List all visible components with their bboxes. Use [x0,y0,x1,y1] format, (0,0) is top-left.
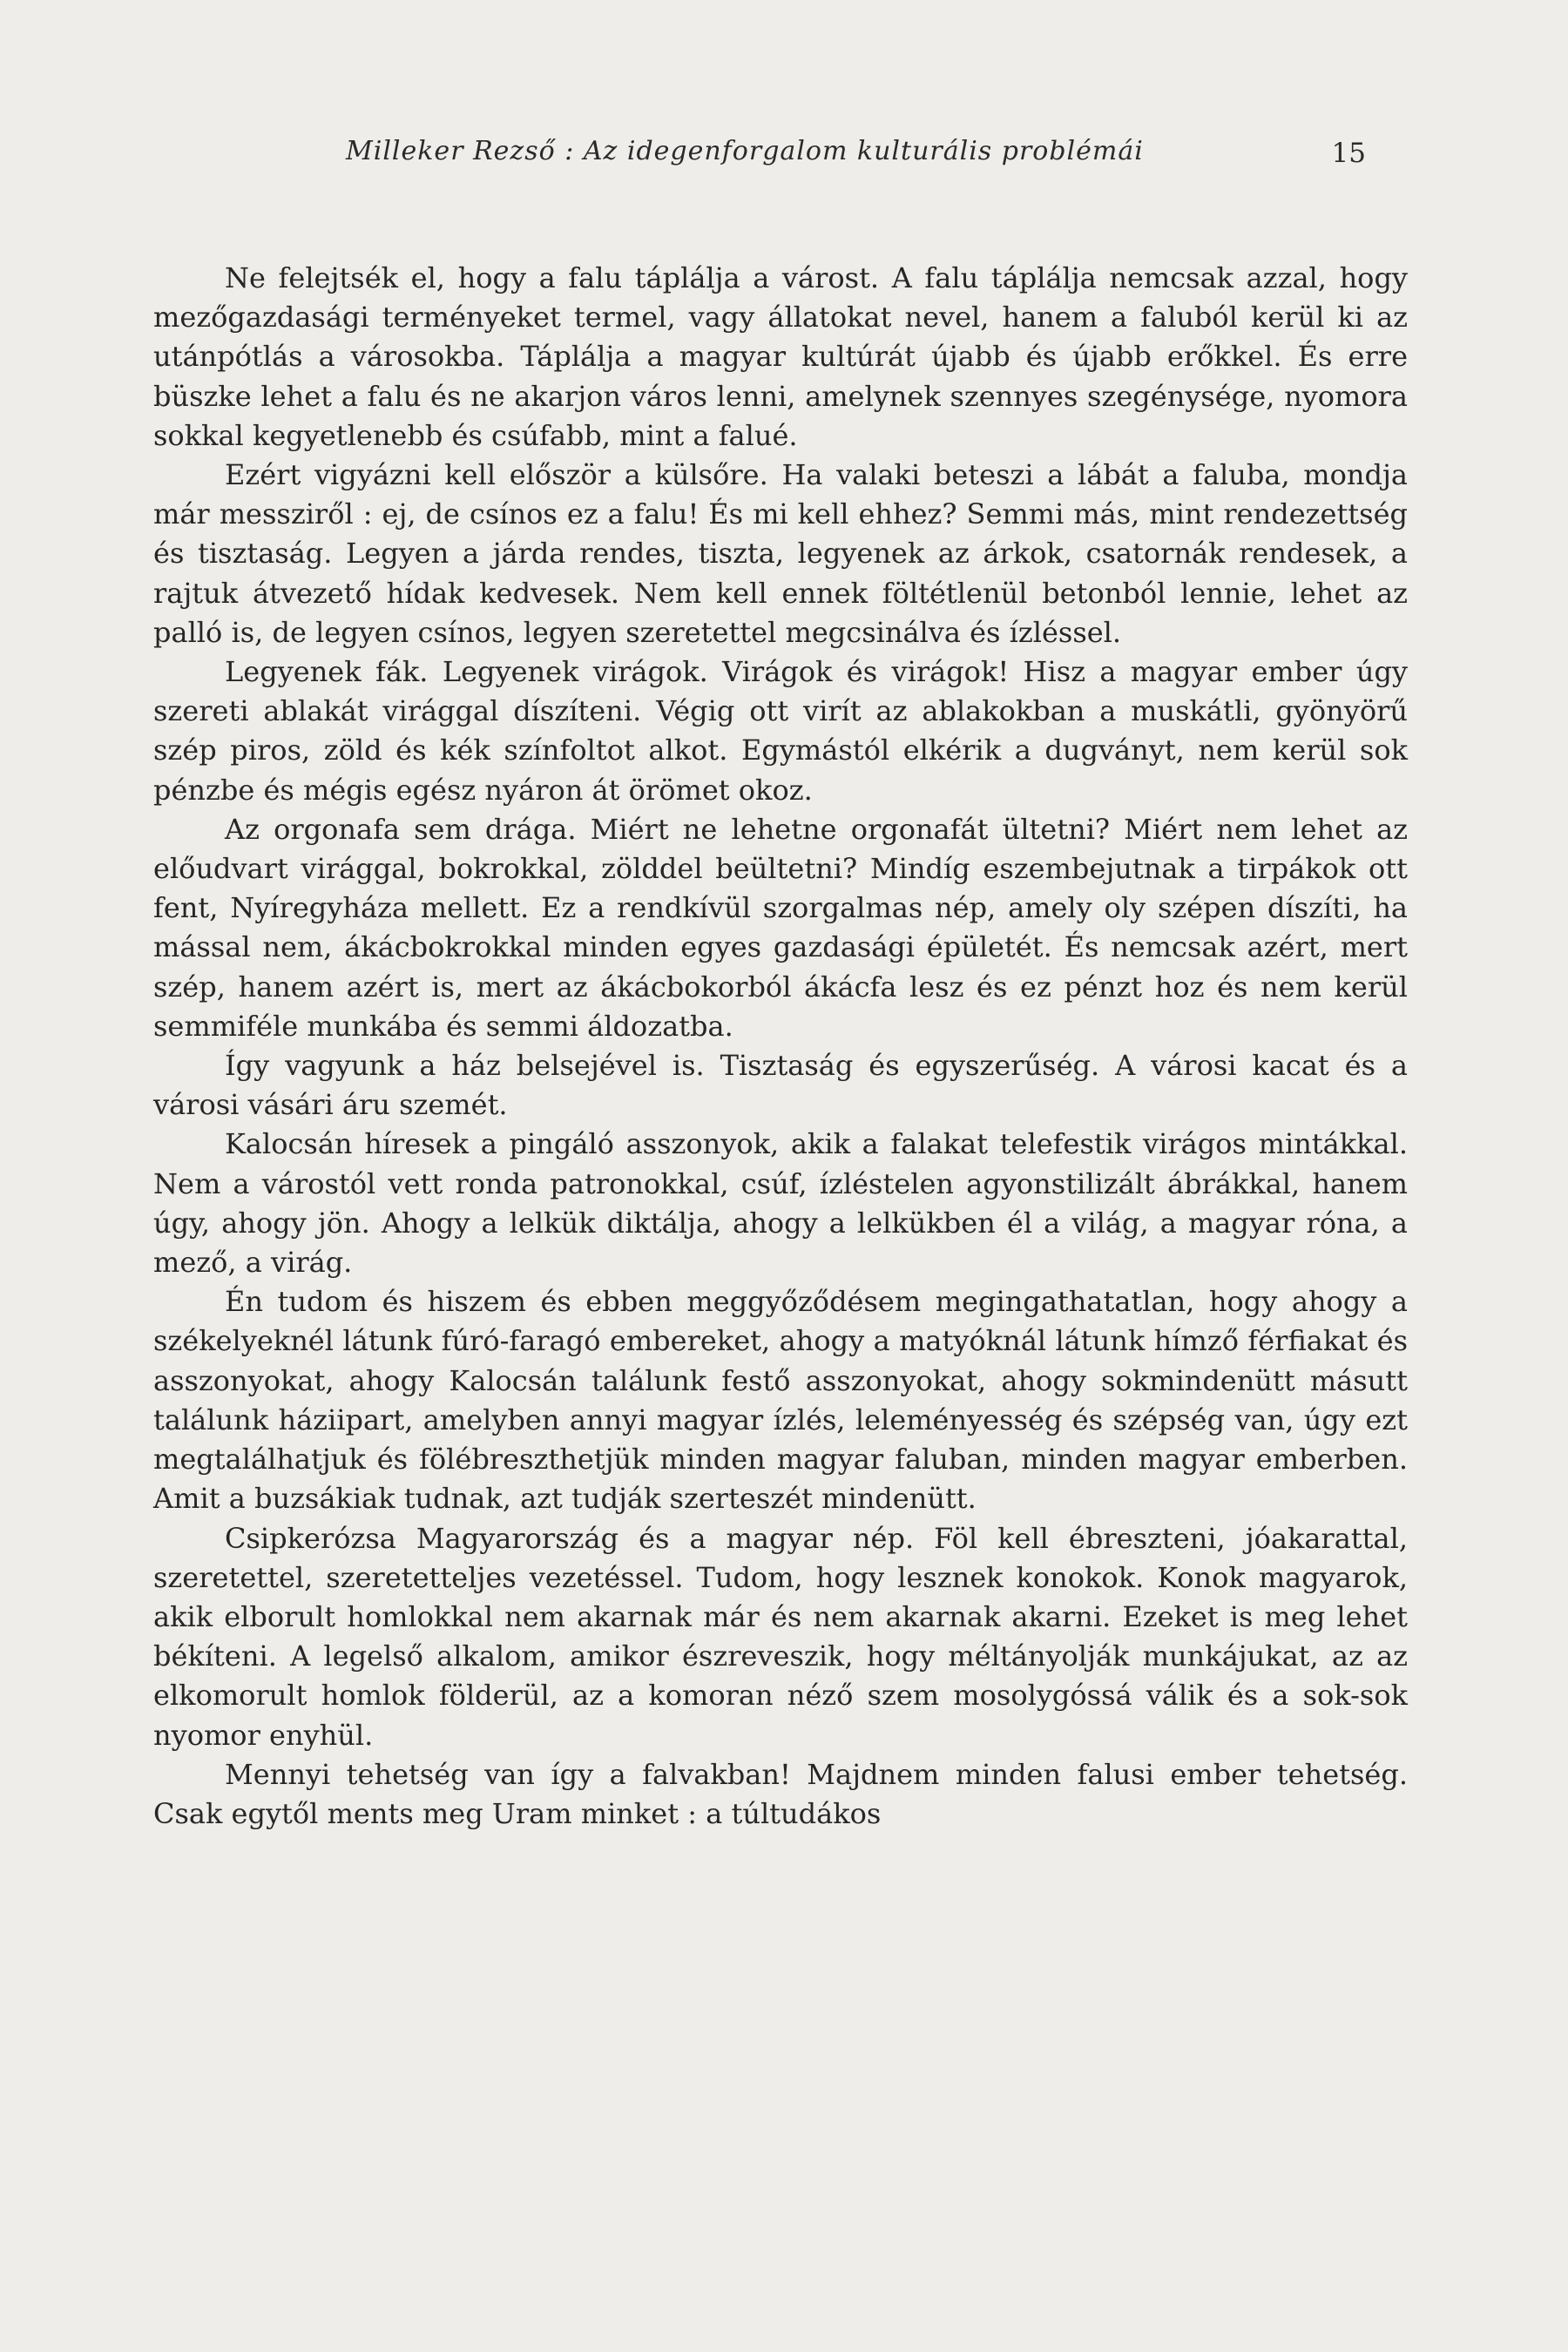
running-header [153,132,1408,176]
paragraph: Így vagyunk a ház belsejével is. Tisztaság és egyszerűség. A városi kacat és a városi vásári áru szemét. [153,1049,1408,1122]
paragraph: Ne felejtsék el, hogy a falu táplálja a várost. A falu táplálja nemcsak azzal, hogy mezőgazdasági terményeket termel, vagy állatokat nevel, hanem a faluból kerül ki az utánpótlás a városokba. Táplálja a magyar kultúrát újabb és újabb erőkkel. És erre büszke lehet a falu és ne akarjon város lenni, amelynek szennyes szegénysége, nyomora sokkal kegyetlenebb és csúfabb, mint a falué. [153,261,1408,452]
paragraph: Kalocsán híresek a pingáló asszonyok, akik a falakat telefestik virágos mintákkal. Nem a várostól vett ronda patronokkal, csúf, ízléstelen agyonstilizált ábrákkal, hanem úgy, ahogy jön. Ahogy a lelkük diktálja, ahogy a lelkükben él a világ, a magyar róna, a mező, a virág. [153,1127,1408,1280]
paragraph: Legyenek fák. Legyenek virágok. Virágok és virágok! Hisz a magyar ember úgy szereti ablakát virággal díszíteni. Végig ott virít az ablakokban a muskátli, gyönyörű szép piros, zöld és kék színfoltot alkot. Egymástól elkérik a dugványt, nem kerül sok pénzbe és mégis egész nyáron át örömet okoz. [153,655,1408,807]
paragraph: Az orgonafa sem drága. Miért ne lehetne orgonafát ültetni? Miért nem lehet az előudvart virággal, bokrokkal, zölddel beültetni? Mindíg eszembejutnak a tirpákok ott fent, Nyíregyháza mellett. Ez a rendkívül szorgalmas nép, amely oly szépen díszíti, ha mással nem, ákácbokrokkal minden egyes gazdasági épületét. És nemcsak azért, mert szép, hanem azért is, mert az ákácbokorból ákácfa lesz és ez pénzt hoz és nem kerül semmiféle munkába és semmi áldozatba. [153,812,1408,1043]
paragraph: Én tudom és hiszem és ebben meggyőződésem megingathatatlan, hogy ahogy a székelyeknél látunk fúró-faragó embereket, ahogy a matyóknál látunk hímző férfiakat és asszonyokat, ahogy Kalocsán találunk festő asszonyokat, ahogy sokmindenütt másutt találunk háziipart, amelyben annyi magyar ízlés, leleményesség és szépség van, úgy ezt megtalálhatjuk és fölébreszthetjük minden magyar faluban, minden magyar emberben. Amit a buzsákiak tudnak, azt tudják szerteszét mindenütt. [153,1285,1408,1516]
page-number: 15 [1331,138,1366,169]
body-text [153,259,1408,1834]
paragraph: Csipkerózsa Magyarország és a magyar nép. Föl kell ébreszteni, jóakarattal, szeretettel, szeretetteljes vezetéssel. Tudom, hogy lesznek konokok. Konok magyarok, akik elborult homlokkal nem akarnak már és nem akarnak akarni. Ezeket is meg lehet békíteni. A legelső alkalom, amikor észreveszik, hogy méltányolják munkájukat, az az elkomorult homlok földerül, az a komoran néző szem mosolygóssá válik és a sok-sok nyomor enyhül. [153,1521,1408,1752]
running-title: Milleker Rezső : Az idegenforgalom kulturális problémái [346,136,1144,166]
paragraph: Ezért vigyázni kell először a külsőre. Ha valaki beteszi a lábát a faluba, mondja már messziről : ej, de csínos ez a falu! És mi kell ehhez? Semmi más, mint rendezettség és tisztaság. Legyen a járda rendes, tiszta, legyenek az árkok, csatornák rendesek, a rajtuk átvezető hídak kedvesek. Nem kell ennek föltétlenül betonból lennie, lehet az palló is, de legyen csínos, legyen szeretettel megcsinálva és ízléssel. [153,458,1408,649]
paragraph: Mennyi tehetség van így a falvakban! Majdnem minden falusi ember tehetség. Csak egytől ments meg Uram minket : a túltudákos [153,1757,1408,1830]
